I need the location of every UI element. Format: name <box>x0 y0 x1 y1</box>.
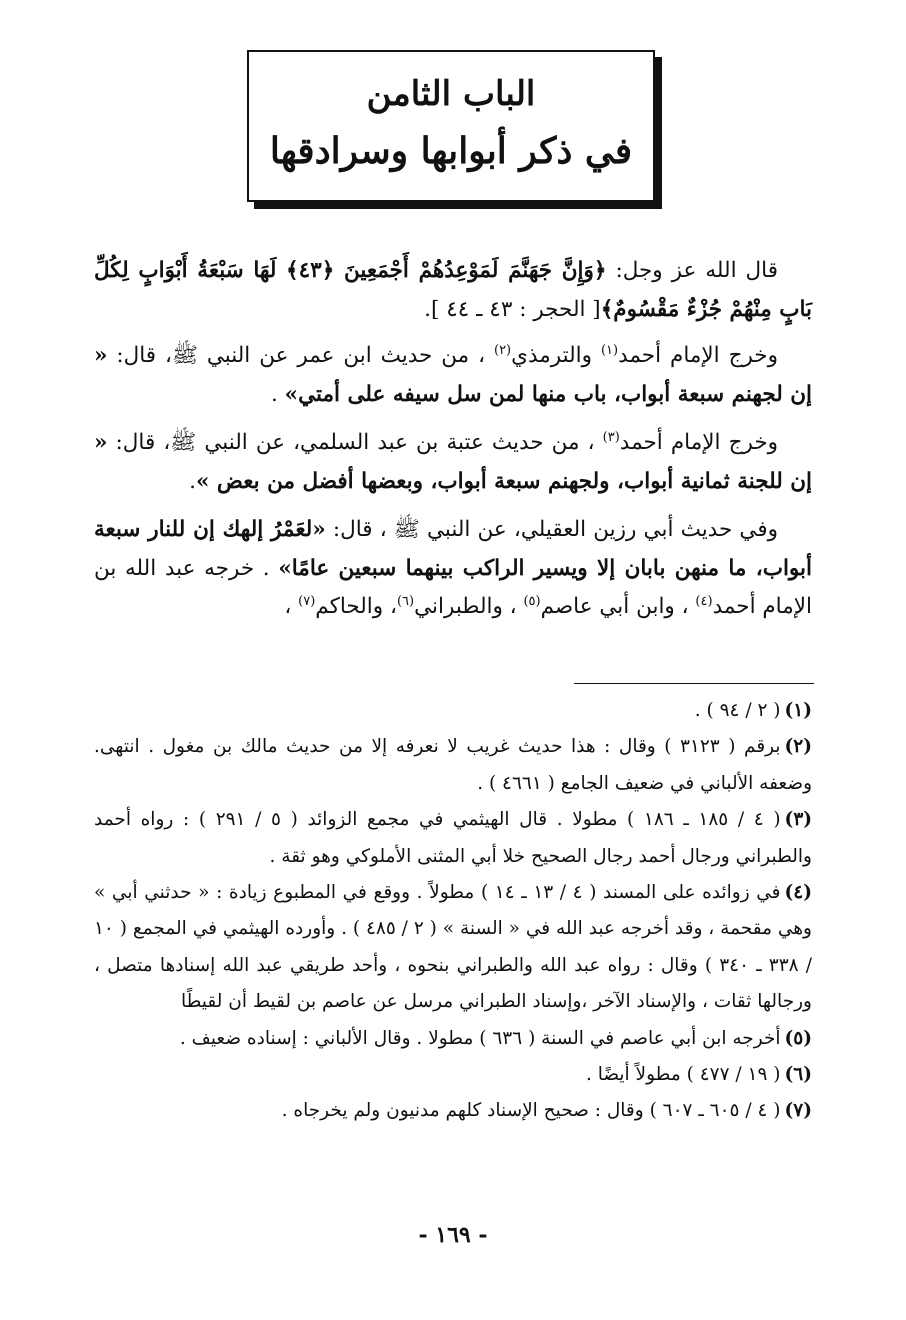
paragraph-text: . <box>270 381 285 407</box>
footnote-ref: (٥) <box>523 593 541 609</box>
footnote-item <box>94 1057 812 1093</box>
page-number: - ١٦٩ - <box>418 1222 488 1248</box>
paragraph-text: ، والطبراني <box>414 594 524 619</box>
footnotes <box>94 693 812 1130</box>
footnote-number: (٧) <box>784 1100 812 1122</box>
footnote-ref: (٧) <box>298 593 316 609</box>
footnote-number: (٢) <box>784 736 812 758</box>
paragraph-text: ، من حديث ابن عمر عن النبي ﷺ، قال: <box>107 343 494 368</box>
chapter-title-box <box>247 50 655 202</box>
footnote-ref: (٢) <box>493 342 512 358</box>
hadith-text: «لعَمْرُ إلهك إن للنار سبعة أبواب، ما منهن بابان إلا ويسير الراكب بينهما سبعين عامًا» <box>94 517 812 581</box>
footnote-number: (٤) <box>784 882 812 904</box>
paragraph-text: ، والحاكم <box>315 594 397 619</box>
paragraph-text: . خرجه عبد الله بن الإمام أحمد <box>94 555 812 619</box>
footnote-text: برقم ( ٣١٢٣ ) وقال : هذا حديث غريب لا نعرفه إلا من حديث مالك بن مغول . انتهى. وضعفه الألباني في ضعيف الجامع ( ٤٦٦١ ) . <box>94 736 812 794</box>
paragraph-text: وخرج الإمام أحمد <box>618 343 778 368</box>
footnote-item <box>94 802 812 875</box>
footnote-number: (٣) <box>784 809 813 831</box>
footnote-ref: (٣) <box>602 429 620 445</box>
footnote-number: (٦) <box>784 1064 812 1086</box>
paragraph-text: قال الله عز وجل: <box>606 258 778 283</box>
chapter-number: الباب الثامن <box>366 74 536 114</box>
footnote-text: ( ١٩ / ٤٧٧ ) مطولاً أيضًا . <box>585 1064 781 1086</box>
footnote-separator <box>574 683 814 684</box>
paragraph-text: وفي حديث أبي رزين العقيلي، عن النبي ﷺ ، قال: <box>325 517 778 542</box>
footnote-text: أخرجه ابن أبي عاصم في السنة ( ٦٣٦ ) مطولا . وقال الألباني : إسناده ضعيف . <box>179 1027 781 1049</box>
hadith-text: « إن لجهنم سبعة أبواب، باب منها لمن سل سيفه على أمتي» <box>94 343 812 407</box>
footnote-item <box>94 729 812 802</box>
paragraph-quran <box>94 252 812 329</box>
footnote-item <box>94 875 812 1021</box>
paragraph-text: ، <box>284 594 299 619</box>
footnote-text: ( ٤ / ٦٠٥ ـ ٦٠٧ ) وقال : صحيح الإسناد كلهم مدنيون ولم يخرجاه . <box>281 1100 781 1122</box>
paragraph-text: وخرج الإمام أحمد <box>619 430 778 455</box>
footnote-item <box>94 693 812 729</box>
quran-verse: ﴿وَإِنَّ جَهَنَّمَ لَمَوْعِدُهُمْ أَجْمَعِينَ ﴿٤٣﴾ لَهَا سَبْعَةُ أَبْوَابٍ لِكُلِّ بَابٍ مِنْهُمْ جُزْءٌ مَقْسُومٌ﴾ <box>94 258 812 322</box>
footnote-item <box>94 1093 812 1129</box>
paragraph-text: ، من حديث عتبة بن عبد السلمي، عن النبي ﷺ، قال: <box>107 430 603 455</box>
paragraph-hadith-1 <box>94 337 812 414</box>
quran-reference: [ الحجر : ٤٣ ـ ٤٤ ]. <box>424 296 601 322</box>
paragraph-hadith-3 <box>94 511 812 627</box>
footnote-ref: (٤) <box>695 593 713 609</box>
footnote-item <box>94 1021 812 1057</box>
footnote-text: في زوائده على المسند ( ٤ / ١٣ ـ ١٤ ) مطولاً . ووقع في المطبوع زيادة : « حدثني أبي » وهي مقحمة ، وقد أخرجه عبد الله في « السنة » ( ٢ / ٤٨٥ ) . وأورده الهيثمي في المجمع ( ١٠ / ٣٣٨ ـ ٣٤٠ ) وقال : رواه عبد الله والطبراني بنحوه ، وأحد طريقي عبد الله إسنادها متصل ، ورجالها ثقات ، والإسناد الآخر ،وإسناد الطبراني مرسل عن عاصم بن لقيط أن لقيطًا <box>94 882 813 1013</box>
chapter-title: في ذكر أبوابها وسرادقها <box>269 130 633 172</box>
paragraph-text: . <box>189 468 196 494</box>
footnote-text: ( ٤ / ١٨٥ ـ ١٨٦ ) مطولا . قال الهيثمي في مجمع الزوائد ( ٥ / ٢٩١ ) : رواه أحمد والطبراني ورجال أحمد رجال الصحيح خلا أبي المثنى الأملوكي وهو ثقة . <box>94 809 812 867</box>
footnote-ref: (١) <box>600 342 619 358</box>
footnote-number: (١) <box>784 700 812 721</box>
footnote-text: ( ٢ / ٩٤ ) . <box>694 700 781 721</box>
hadith-text: « إن للجنة ثمانية أبواب، ولجهنم سبعة أبواب، وبعضها أفضل من بعض » <box>94 430 812 494</box>
paragraph-hadith-2 <box>94 424 812 501</box>
paragraph-text: ، وابن أبي عاصم <box>540 594 696 619</box>
footnote-ref: (٦) <box>396 593 415 609</box>
main-text <box>94 252 812 637</box>
paragraph-text: والترمذي <box>511 343 601 368</box>
footnote-number: (٥) <box>784 1027 812 1049</box>
